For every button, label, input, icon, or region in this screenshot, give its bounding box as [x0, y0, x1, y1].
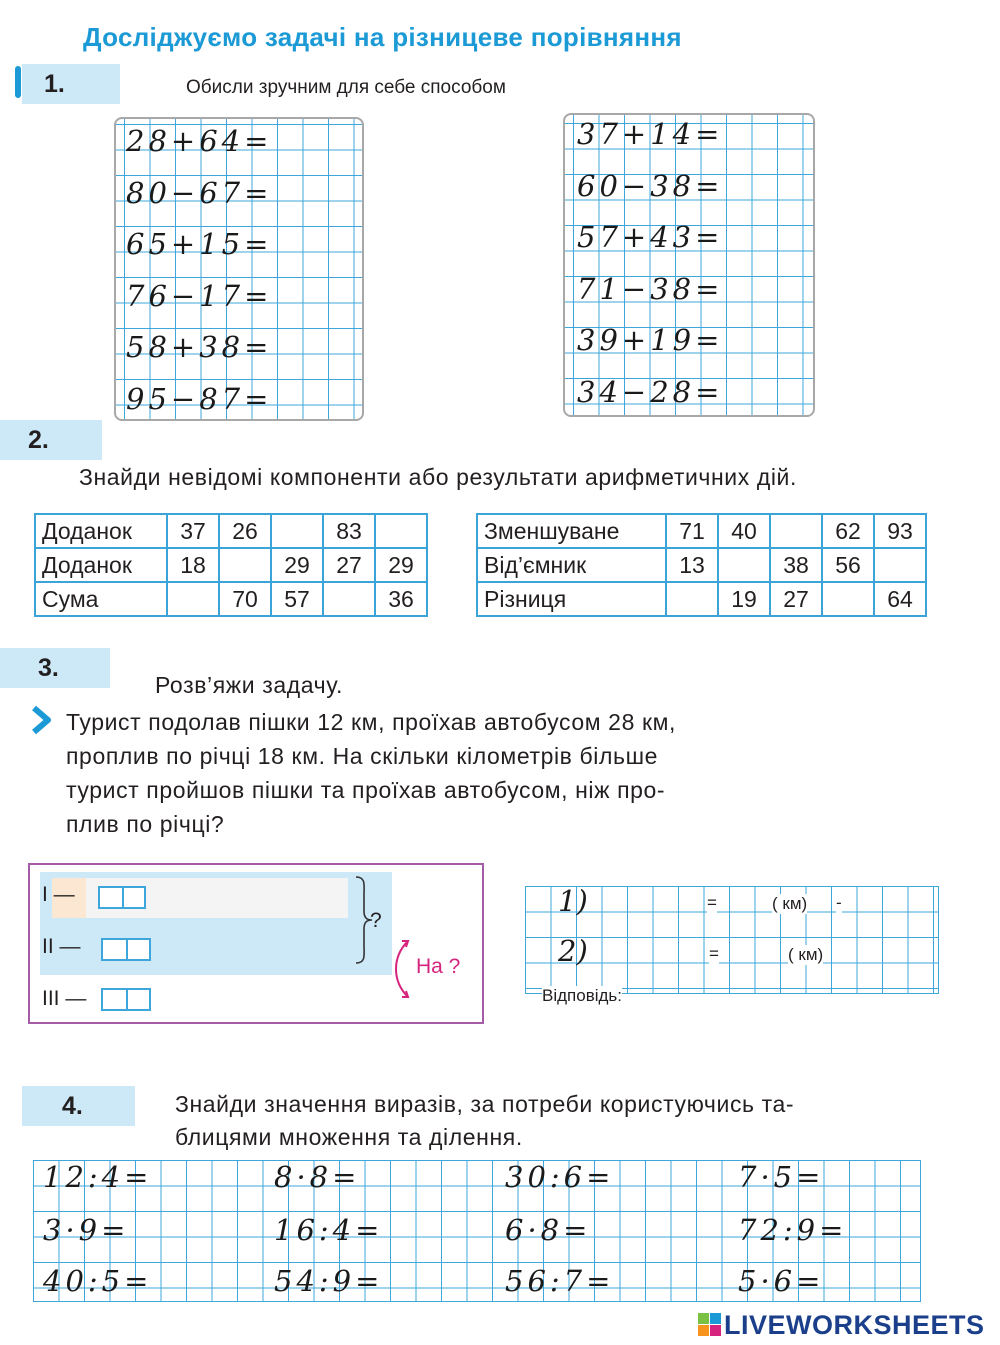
table-cell: 36 — [375, 582, 427, 616]
expression: 71−38= — [577, 272, 724, 306]
table-cell: 13 — [666, 548, 718, 582]
task-1-left-grid — [114, 117, 364, 421]
expression: 3·9= — [43, 1213, 130, 1247]
table-cell[interactable] — [718, 548, 770, 582]
task-4-instruction-line: блицями множення та ділення. — [175, 1124, 523, 1150]
table-cell: 19 — [718, 582, 770, 616]
table-cell: 29 — [375, 548, 427, 582]
table-cell: 71 — [666, 514, 718, 548]
expression: 5·6= — [738, 1264, 825, 1298]
curved-arrow-icon — [392, 937, 414, 1006]
task-3-number: 3. — [0, 648, 110, 688]
expression: 34−28= — [577, 375, 724, 409]
table-cell: 62 — [822, 514, 874, 548]
table-cell: 57 — [271, 582, 323, 616]
table-cell: 38 — [770, 548, 822, 582]
task-1-instruction: Обисли зручним для себе способом — [186, 77, 506, 98]
task-1-right-grid — [563, 113, 815, 417]
table-cell: 37 — [167, 514, 219, 548]
expression: 56:7= — [505, 1264, 615, 1298]
step-2-unit: ( км) — [788, 945, 824, 964]
expression: 6·8= — [505, 1213, 592, 1247]
table-cell: 83 — [323, 514, 375, 548]
question-mark: ? — [370, 909, 382, 932]
liveworksheets-logo-icon — [698, 1313, 722, 1337]
problem-line: Турист подолав пішки 12 км, проїхав автобусом 28 км, — [66, 709, 677, 735]
problem-line: проплив по річці 18 км. На скільки кілометрів більше — [66, 743, 659, 769]
scheme-frame — [28, 863, 484, 1024]
expression: 58+38= — [126, 330, 273, 364]
table-cell: 26 — [219, 514, 271, 548]
expression: 54:9= — [274, 1264, 384, 1298]
table-cell: 27 — [770, 582, 822, 616]
row-header: Сума — [35, 582, 167, 616]
step-2-label: 2) — [558, 934, 588, 968]
table-cell[interactable] — [375, 514, 427, 548]
task-1-number: 1. — [22, 64, 120, 104]
subtraction-table — [476, 513, 927, 617]
expression: 57+43= — [577, 220, 724, 254]
row-header: Доданок — [35, 514, 167, 548]
scheme-input-3[interactable] — [101, 988, 151, 1011]
task-3-instruction: Розв’яжи задачу. — [155, 672, 344, 698]
table-cell: 18 — [167, 548, 219, 582]
table-cell: 93 — [874, 514, 926, 548]
expression: 12:4= — [43, 1160, 153, 1194]
problem-line: плив по річці? — [66, 811, 225, 837]
expression: 76−17= — [126, 279, 273, 313]
table-cell: 70 — [219, 582, 271, 616]
table-cell: 56 — [822, 548, 874, 582]
row-header: Від’ємник — [477, 548, 666, 582]
tab-edge-marker — [15, 66, 21, 98]
table-cell[interactable] — [167, 582, 219, 616]
expression: 28+64= — [126, 124, 273, 158]
table-cell: 27 — [323, 548, 375, 582]
table-cell[interactable] — [271, 514, 323, 548]
table-cell[interactable] — [219, 548, 271, 582]
scheme-row-1-label: I — — [42, 883, 75, 906]
expression: 39+19= — [577, 323, 724, 357]
addition-table — [34, 513, 428, 617]
brand-logo-text: LIVEWORKSHEETS — [724, 1310, 985, 1340]
task-4-instruction-line: Знайди значення виразів, за потреби користуючись та- — [175, 1091, 795, 1117]
scheme-input-2[interactable] — [101, 938, 151, 961]
problem-line: турист пройшов пішки та проїхав автобусом, ніж про- — [66, 777, 666, 803]
table-cell: 64 — [874, 582, 926, 616]
row-header: Доданок — [35, 548, 167, 582]
step-1-unit: ( км) — [772, 894, 808, 913]
expression: 40:5= — [43, 1264, 153, 1298]
table-cell[interactable] — [874, 548, 926, 582]
compare-label: На ? — [416, 955, 461, 978]
task-4-number: 4. — [22, 1086, 135, 1126]
step-1-dash: - — [836, 893, 842, 912]
expression: 7·5= — [738, 1160, 825, 1194]
table-cell: 40 — [718, 514, 770, 548]
scheme-row-3-label: III — — [42, 987, 87, 1010]
expression: 65+15= — [126, 227, 273, 261]
row-header: Різниця — [477, 582, 666, 616]
table-cell[interactable] — [323, 582, 375, 616]
expression: 80−67= — [126, 176, 273, 210]
step-2-equals: = — [709, 944, 719, 963]
scheme-input-1[interactable] — [98, 886, 146, 909]
expression: 60−38= — [577, 169, 724, 203]
answer-label: Відповідь: — [542, 986, 623, 1005]
table-cell: 29 — [271, 548, 323, 582]
task-2-instruction: Знайди невідомі компоненти або результати арифметичних дій. — [79, 464, 797, 490]
task-2-number: 2. — [0, 420, 102, 460]
row-header: Зменшуване — [477, 514, 666, 548]
step-1-equals: = — [707, 893, 717, 912]
chevron-right-icon — [30, 706, 52, 739]
table-cell[interactable] — [822, 582, 874, 616]
scheme-row-2-label: II — — [42, 935, 81, 958]
expression: 72:9= — [738, 1213, 848, 1247]
step-1-label: 1) — [558, 884, 588, 918]
table-cell[interactable] — [770, 514, 822, 548]
expression: 8·8= — [274, 1160, 361, 1194]
expression: 37+14= — [577, 117, 724, 151]
table-cell[interactable] — [666, 582, 718, 616]
expression: 95−87= — [126, 382, 273, 416]
expression: 30:6= — [505, 1160, 615, 1194]
expression: 16:4= — [274, 1213, 384, 1247]
page-title: Досліджуємо задачі на різницеве порівняння — [83, 22, 682, 52]
